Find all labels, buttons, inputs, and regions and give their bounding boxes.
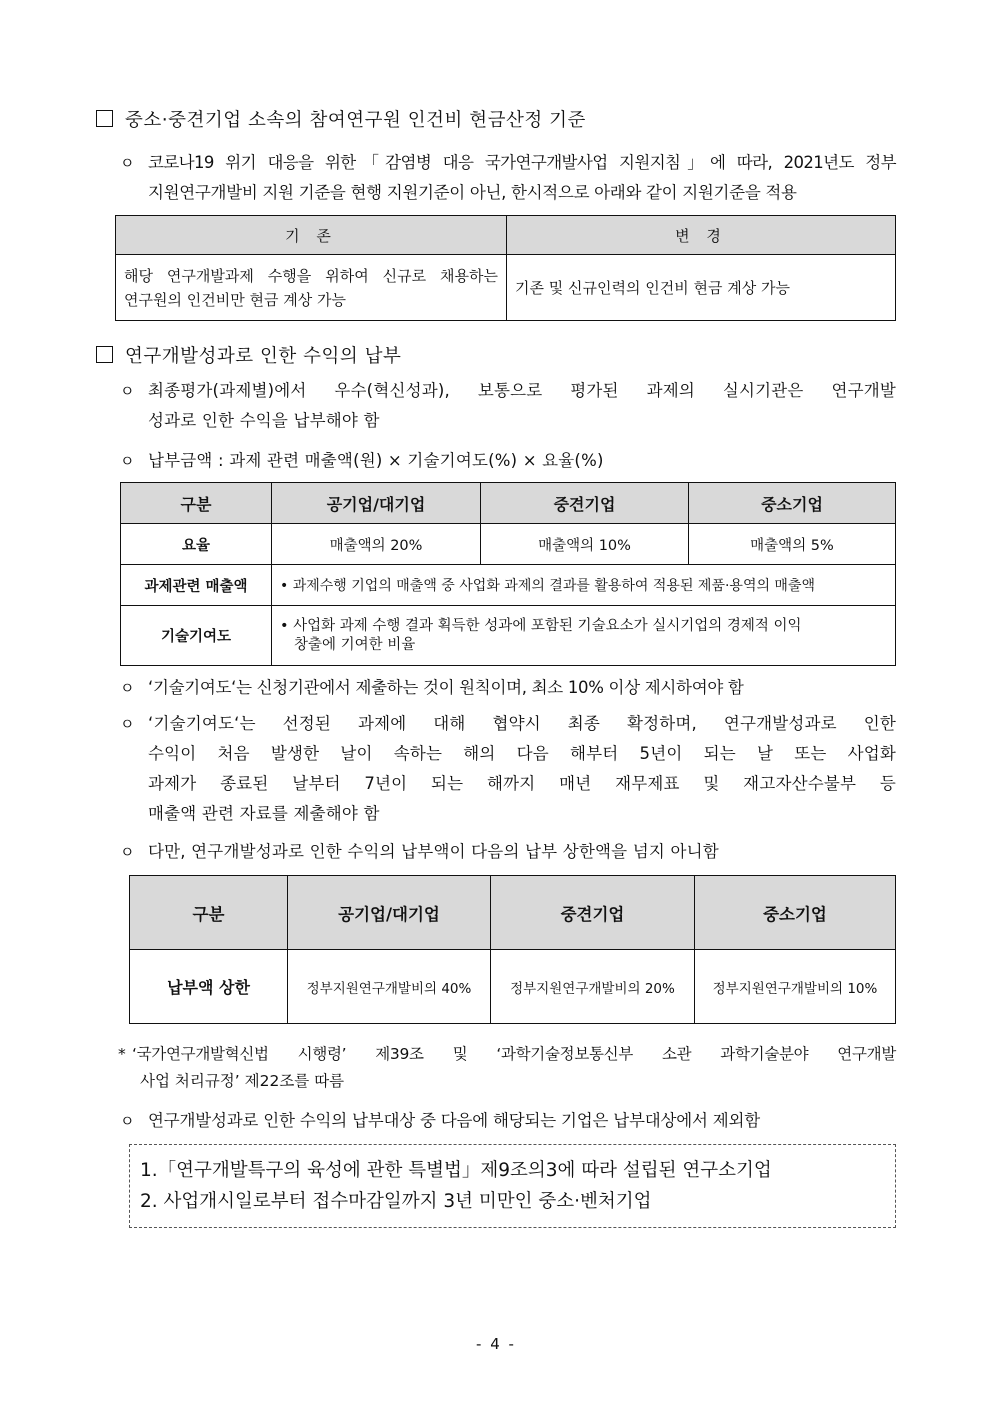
rate-midsize: 매출액의 10% [481,524,689,565]
sales-description: • 과제수행 기업의 매출액 중 사업화 과제의 결과를 활용하여 적용된 제품·용역의 매출액 [272,565,896,606]
section-heading-revenue-payment: 연구개발성과로 인한 수익의 납부 [96,342,401,368]
bullet-exclusions: ㅇ 연구개발성과로 인한 수익의 납부대상 중 다음에 해당되는 기업은 납부대상에서 제외함 [120,1106,896,1136]
cap-midsize: 정부지원연구개발비의 20% [491,950,695,1024]
row-label-contribution: 기술기여도 [121,606,272,666]
footnote-regulation: * ‘국가연구개발혁신법 시행령’ 제39조 및 ‘과학기술정보통신부 소관 과학기술분야 연구개발 사업 처리규정’ 제22조를 따름 [118,1045,896,1090]
col-header-large: 공기업/대기업 [272,483,481,524]
col-header-category: 구분 [130,876,288,950]
bullet-mark: ㅇ [120,452,135,470]
row-label-rate: 요율 [121,524,272,565]
rate-small: 매출액의 5% [689,524,896,565]
list-item: 1.「연구개발특구의 육성에 관한 특별법」제9조의3에 따라 설립된 연구소기업 [140,1160,772,1181]
table-header-before: 기 존 [116,216,507,255]
bullet-mark: ㅇ [120,679,135,697]
cap-small: 정부지원연구개발비의 10% [695,950,896,1024]
col-header-small: 중소기업 [689,483,896,524]
labor-cost-change-table [115,215,896,321]
row-label-cap: 납부액 상한 [130,950,288,1024]
bullet-payment-formula: ㅇ 납부금액 : 과제 관련 매출액(원) × 기술기여도(%) × 요율(%) [120,446,896,476]
after-cell: 기존 및 신규인력의 인건비 현금 계상 가능 [507,255,896,321]
bullet-mark: ㅇ [120,382,135,400]
payment-rate-table [120,482,896,666]
list-item: 2. 사업개시일로부터 접수마감일까지 3년 미만인 중소·벤처기업 [140,1191,652,1212]
cap-large: 정부지원연구개발비의 40% [288,950,491,1024]
bullet-contribution-confirmation: ㅇ ‘기술기여도‘는 선정된 과제에 대해 협약시 최종 확정하며, 연구개발성과로 인한 수익이 처음 발생한 날이 속하는 해의 다음 해부터 5년이 되는 날 또는 사업화 과제가 종료된 날부터 7년이 되는 해까지 매년 재무제표 및 재고자산수불부 등 매출액 관련 자료를 제출해야 함 [120,709,896,829]
bullet-mark: ㅇ [120,715,135,733]
before-cell: 해당 연구개발과제 수행을 위하여 신규로 채용하는 연구원의 인건비만 현금 계상 가능 [116,255,507,321]
row-label-sales: 과제관련 매출액 [121,565,272,606]
exclusion-list-box [129,1144,896,1228]
contribution-description: • 사업화 과제 수행 결과 획득한 성과에 포함된 기술요소가 실시기업의 경제적 이익 창출에 기여한 비율 [272,606,896,666]
checkbox-square-icon [96,346,113,363]
col-header-category: 구분 [121,483,272,524]
payment-cap-table [129,875,896,1024]
bullet-mark: ㅇ [120,843,135,861]
bullet-dot-icon: • [280,578,289,594]
col-header-midsize: 중견기업 [491,876,695,950]
table-header-after: 변 경 [507,216,896,255]
bullet-mark: ㅇ [120,154,135,172]
page-number: - 4 - [476,1335,516,1353]
col-header-small: 중소기업 [695,876,896,950]
col-header-midsize: 중견기업 [481,483,689,524]
bullet-mark: ㅇ [120,1112,135,1130]
bullet-contribution-minimum: ㅇ ‘기술기여도‘는 신청기관에서 제출하는 것이 원칙이며, 최소 10% 이상 제시하여야 함 [120,673,896,703]
rate-large: 매출액의 20% [272,524,481,565]
bullet-covid-guideline: ㅇ 코로나19 위기 대응을 위한「감염병 대응 국가연구개발사업 지원지침」에 따라, 2021년도 정부 지원연구개발비 지원 기준을 현행 지원기준이 아닌, 한시적으로 아래와 같이 지원기준을 적용 [120,148,896,208]
bullet-final-evaluation: ㅇ 최종평가(과제별)에서 우수(혁신성과), 보통으로 평가된 과제의 실시기관은 연구개발 성과로 인한 수익을 납부해야 함 [120,376,896,436]
bullet-dot-icon: • [280,617,289,634]
checkbox-square-icon [96,110,113,127]
bullet-payment-cap: ㅇ 다만, 연구개발성과로 인한 수익의 납부액이 다음의 납부 상한액을 넘지 아니함 [120,837,896,867]
col-header-large: 공기업/대기업 [288,876,491,950]
section-heading-labor-cost: 중소·중견기업 소속의 참여연구원 인건비 현금산정 기준 [96,106,586,132]
